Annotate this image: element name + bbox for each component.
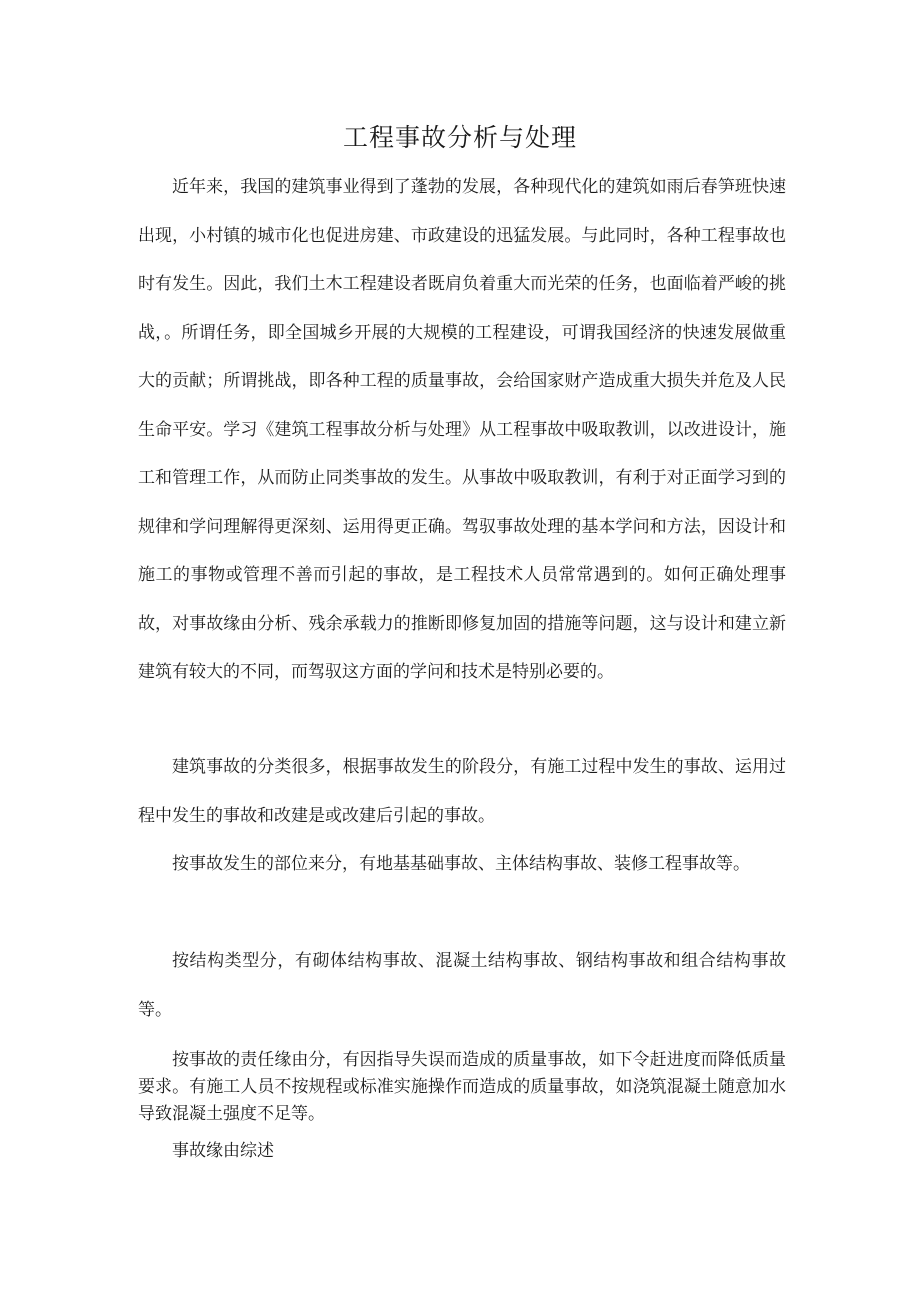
- document-title: 工程事故分析与处理: [342, 123, 577, 152]
- paragraph-intro: 近年来，我国的建筑事业得到了蓬勃的发展，各种现代化的建筑如雨后春笋班快速出现，小村镇的城市化也促进房建、市政建设的迅猛发展。与此同时，各种工程事故也时有发生。因此，我们土木工程建设者既肩负着重大而光荣的任务，也面临着严峻的挑战，。所谓任务，即全国城乡开展的大规模的工程建设，可谓我国经济的快速发展做重大的贡献；所谓挑战，即各种工程的质量事故，会给国家财产造成重大损失并危及人民生命平安。学习《建筑工程事故分析与处理》从工程事故中吸取教训，以改进设计，施工和管理工作，从而防止同类事故的发生。从事故中吸取教训，有利于对正面学习到的规律和学问理解得更深刻、运用得更正确。驾驭事故处理的基本学问和方法，因设计和施工的事物或管理不善而引起的事故，是工程技术人员常常遇到的。如何正确处理事故，对事故缘由分析、残余承载力的推断即修复加固的措施等问题，这与设计和建立新建筑有较大的不同，而驾驭这方面的学问和技术是特别必要的。: [138, 177, 786, 682]
- paragraph-classification-by-cause: 按事故的责任缘由分，有因指导失误而造成的质量事故，如下令赶进度而降低质量要求。有施工人员不按规程或标准实施操作而造成的质量事故，如浇筑混凝土随意加水导致混凝土强度不足等。: [138, 1050, 786, 1124]
- paragraph-classification-by-location: 按事故发生的部位来分，有地基基础事故、主体结构事故、装修工程事故等。: [172, 854, 750, 874]
- paragraph-classification-by-phase: 建筑事故的分类很多，根据事故发生的阶段分，有施工过程中发生的事故、运用过程中发生的事故和改建是或改建后引起的事故。: [138, 757, 786, 826]
- section-heading-cause-summary: 事故缘由综述: [172, 1141, 274, 1161]
- paragraph-classification-by-structure: 按结构类型分，有砌体结构事故、混凝土结构事故、钢结构事故和组合结构事故等。: [138, 951, 786, 1020]
